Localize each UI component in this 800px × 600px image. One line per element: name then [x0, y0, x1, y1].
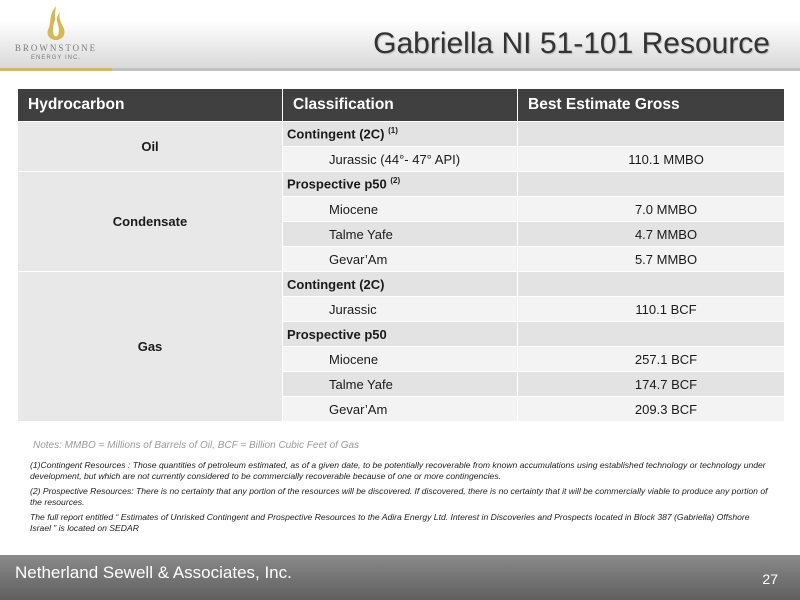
- classification-cell: [283, 172, 518, 197]
- header-band: [0, 0, 800, 68]
- classification-cell: Jurassic: [283, 297, 518, 322]
- category-cell-gas: Gas: [18, 272, 283, 422]
- table-header-row: [18, 89, 785, 122]
- value-cell: 110.1 BCF: [518, 297, 785, 322]
- classification-cell: Prospective p50: [283, 322, 518, 347]
- footnote-marker: (1): [388, 126, 398, 136]
- classification-label: Prospective p50: [287, 176, 387, 192]
- classification-cell: Contingent (2C): [283, 272, 518, 297]
- value-cell: [518, 122, 785, 147]
- column-header-best-estimate: Best Estimate Gross: [518, 89, 785, 122]
- header-rule-accent: [0, 68, 112, 71]
- logo-name: BROWNSTONE: [14, 43, 98, 53]
- classification-cell: [283, 122, 518, 147]
- value-cell: 110.1 MMBO: [518, 147, 785, 172]
- value-cell: 4.7 MMBO: [518, 222, 785, 247]
- classification-cell: Gevar’Am: [283, 397, 518, 422]
- footer-band: [0, 555, 800, 600]
- classification-cell: Talme Yafe: [283, 222, 518, 247]
- value-cell: 174.7 BCF: [518, 372, 785, 397]
- footnote-report: The full report entitled “ Estimates of Unrisked Contingent and Prospective Resources to the Adira Energy Ltd. Interest in Discoveries and Prospects located in Block 387 (Gabriella) Offshore Israel ” is located on SEDAR: [30, 512, 750, 533]
- classification-cell: Miocene: [283, 197, 518, 222]
- value-cell: 209.3 BCF: [518, 397, 785, 422]
- category-cell-condensate: Condensate: [18, 172, 283, 272]
- footnote-marker: (2): [390, 176, 401, 186]
- logo-subtitle: ENERGY INC.: [31, 55, 81, 61]
- value-cell: [518, 272, 785, 297]
- table-row: [18, 272, 785, 297]
- resource-table: [17, 88, 785, 422]
- footer-company: Netherland Sewell & Associates, Inc.: [15, 563, 292, 582]
- page-number: 27: [762, 571, 778, 587]
- footnote-prospective: (2) Prospective Resources: There is no certainty that any portion of the resources will be discovered. If discovered, there is no certainty that it will be commercially viable to produce any portion of the resources.: [30, 486, 768, 507]
- classification-label: Contingent (2C): [287, 126, 385, 142]
- value-cell: 7.0 MMBO: [518, 197, 785, 222]
- value-cell: [518, 322, 785, 347]
- table-row: [18, 172, 785, 197]
- category-cell-oil: Oil: [18, 122, 283, 172]
- units-note: Notes: MMBO = Millions of Barrels of Oil, BCF = Billion Cubic Feet of Gas: [33, 440, 360, 451]
- column-header-classification: Classification: [283, 89, 518, 122]
- footnote-contingent: (1)Contingent Resources : Those quantities of petroleum estimated, as of a given date, to be potentially recoverable from known accumulations using established technology or technology under development, but which are not currently considered to be commercially recoverable because of one or more contingencies.: [30, 460, 766, 481]
- page-title: Gabriella NI 51-101 Resource: [373, 27, 770, 60]
- brownstone-logo: [0, 0, 112, 68]
- table-row: [18, 122, 785, 147]
- header-rule: [0, 68, 800, 71]
- value-cell: 257.1 BCF: [518, 347, 785, 372]
- classification-cell: Talme Yafe: [283, 372, 518, 397]
- column-header-hydrocarbon: Hydrocarbon: [18, 89, 283, 122]
- value-cell: [518, 172, 785, 197]
- footnotes: [30, 460, 770, 538]
- value-cell: 5.7 MMBO: [518, 247, 785, 272]
- classification-cell: Miocene: [283, 347, 518, 372]
- classification-cell: Jurassic (44°- 47° API): [283, 147, 518, 172]
- classification-cell: Gevar’Am: [283, 247, 518, 272]
- flame-icon: [38, 4, 74, 42]
